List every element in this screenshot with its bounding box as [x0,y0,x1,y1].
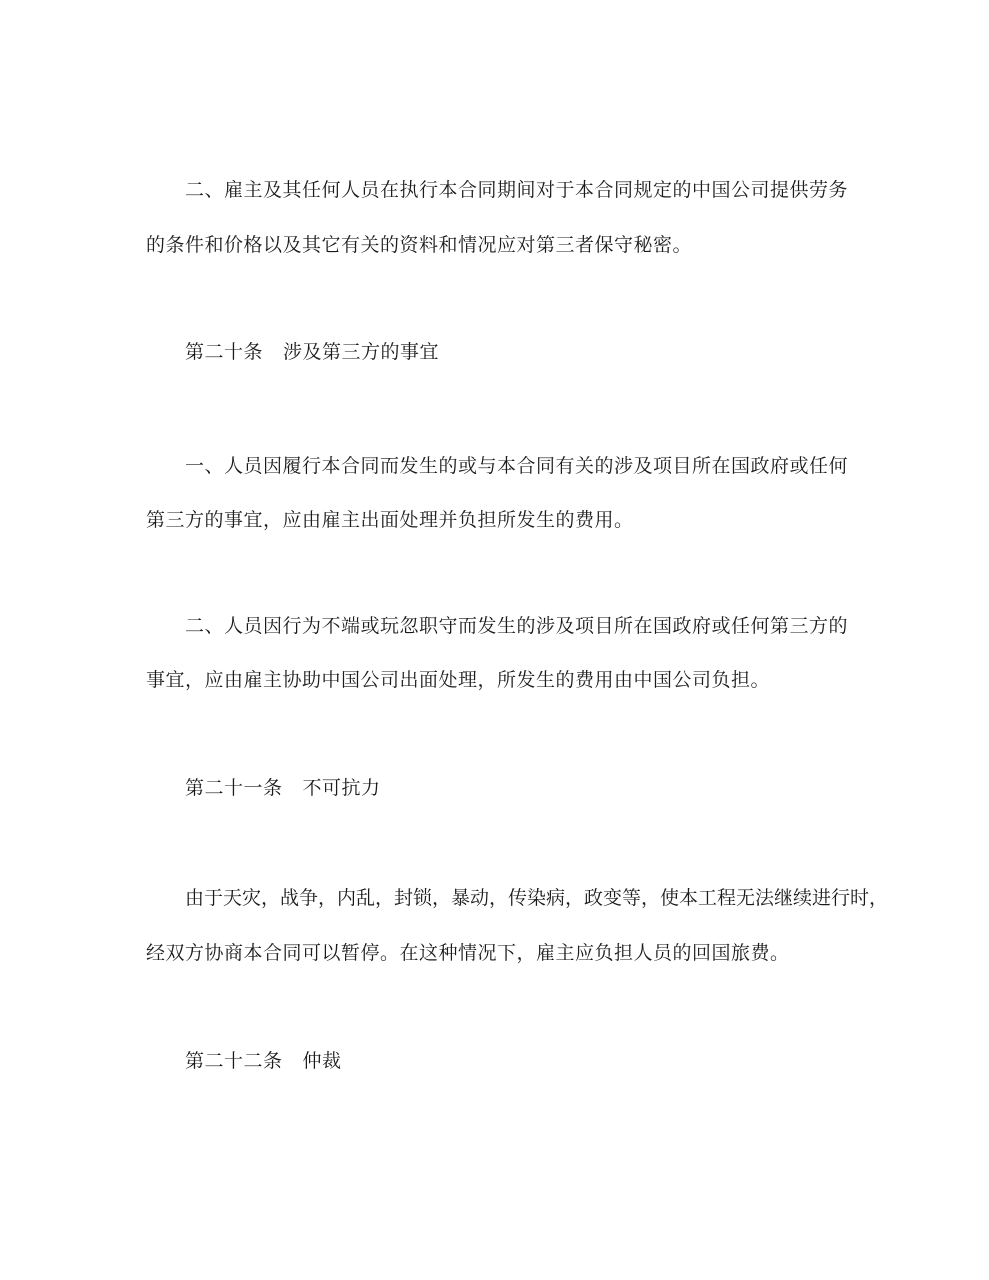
article-21-heading [185,776,381,800]
article-22-heading [185,1049,342,1073]
paragraph-third-party-1-line-2: 第三方的事宜，应由雇主出面处理并负担所发生的费用。 [146,509,634,531]
paragraph-force-majeure-line-2: 经双方协商本合同可以暂停。在这种情况下，雇主应负担人员的回国旅费。 [146,942,790,964]
article-20-title: 涉及第三方的事宜 [283,341,440,363]
article-20-number: 第二十条 [185,341,264,363]
paragraph-third-party-2-line-1: 二、人员因行为不端或玩忽职守而发生的涉及项目所在国政府或任何第三方的 [185,615,849,637]
article-21-number: 第二十一条 [185,777,283,799]
article-22-title: 仲裁 [302,1050,342,1072]
article-21-title: 不可抗力 [302,777,381,799]
paragraph-third-party-2-line-2: 事宜，应由雇主协助中国公司出面处理，所发生的费用由中国公司负担。 [146,669,771,691]
paragraph-force-majeure-line-1: 由于天灾，战争，内乱，封锁，暴动，传染病，政变等，使本工程无法继续进行时， [185,887,889,909]
paragraph-confidentiality-line-2: 的条件和价格以及其它有关的资料和情况应对第三者保守秘密。 [146,234,693,256]
paragraph-confidentiality-line-1: 二、雇主及其任何人员在执行本合同期间对于本合同规定的中国公司提供劳务 [185,179,849,201]
paragraph-third-party-1-line-1: 一、人员因履行本合同而发生的或与本合同有关的涉及项目所在国政府或任何 [185,455,849,477]
article-20-heading [185,340,439,364]
article-22-number: 第二十二条 [185,1050,283,1072]
